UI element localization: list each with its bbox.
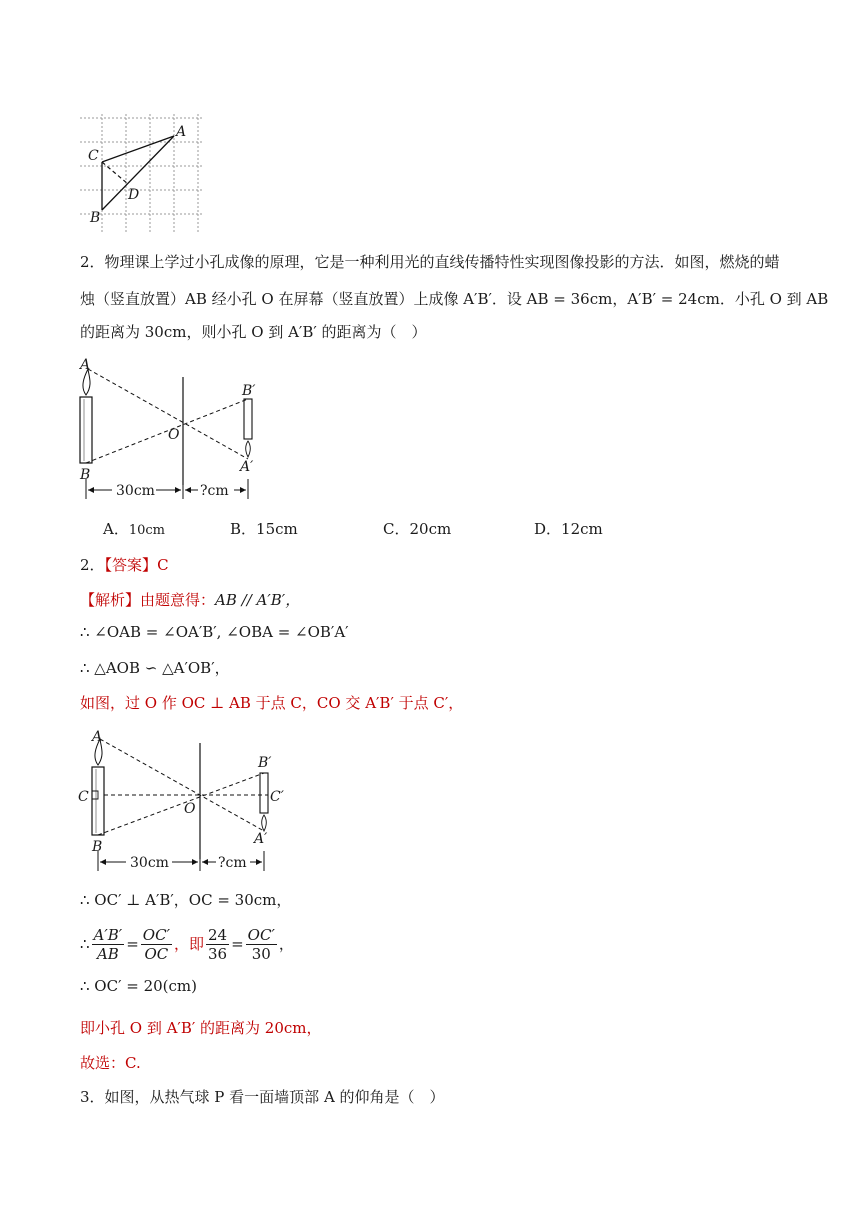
fig1-dim-right: ?cm <box>200 483 229 499</box>
option-d-value: 12cm <box>561 520 603 538</box>
fig1-label-b: B <box>80 467 91 483</box>
analysis-line-8: 即小孔 O 到 A′B′ 的距离为 20cm， <box>80 1019 322 1037</box>
q2-line3: 的距离为 30cm，则小孔 O 到 A′B′ 的距离为（ ） <box>80 323 427 341</box>
q2-line1: 2．物理课上学过小孔成像的原理，它是一种利用光的直线传播特性实现图像投影的方法．如图，燃烧的蜡 <box>80 253 780 271</box>
fig2-label-o: O <box>184 801 196 817</box>
analysis-parallel: AB // A′B′， <box>215 591 301 609</box>
frac2-num: OC′ <box>142 925 170 944</box>
equals-sign: = <box>126 935 139 953</box>
analysis-line-4: 如图，过 O 作 OC ⊥ AB 于点 C，CO 交 A′B′ 于点 C′， <box>80 694 464 712</box>
fig2-label-cp: C′ <box>270 789 284 805</box>
analysis-ie: ，即 <box>173 935 204 953</box>
fraction-ratio-3 <box>206 926 229 963</box>
fig2-dim-left: 30cm <box>130 855 169 871</box>
fraction-ratio-2 <box>141 926 172 963</box>
option-c-value: 20cm <box>409 520 452 538</box>
analysis-line-2: ∴ ∠OAB = ∠OA′B′, ∠OBA = ∠OB′A′ <box>80 623 349 641</box>
fraction-ratio-4 <box>246 926 277 963</box>
frac1-den: AB <box>96 944 119 963</box>
option-b[interactable] <box>230 519 298 539</box>
candle-figure-1 <box>76 355 276 505</box>
grid-label-a: A <box>176 124 187 140</box>
option-c-letter: C． <box>383 520 410 538</box>
option-a-value: 10cm <box>128 523 165 538</box>
fig1-dim-left: 30cm <box>116 483 155 499</box>
answer-label: 【答案】 <box>104 556 158 574</box>
fig2-label-a: A <box>92 729 103 745</box>
fig1-label-a: A <box>80 357 91 373</box>
fig2-label-ap: A′ <box>254 831 268 847</box>
analysis-comma: ， <box>278 935 294 953</box>
fraction-ratio-1 <box>92 926 125 963</box>
fig2-label-b: B <box>92 839 103 855</box>
equals-sign-2: = <box>231 935 244 953</box>
frac1-num: A′B′ <box>93 925 123 944</box>
answer-line <box>80 555 169 575</box>
option-a[interactable] <box>103 519 165 541</box>
analysis-line-6 <box>80 920 294 968</box>
q3-text: 3．如图，从热气球 P 看一面墙顶部 A 的仰角是（ ） <box>80 1088 445 1106</box>
analysis-line-7: ∴ OC′ = 20(cm) <box>80 977 198 995</box>
fig1-label-o: O <box>168 427 180 443</box>
analysis-line-5: ∴ OC′ ⊥ A′B′，OC = 30cm， <box>80 891 292 909</box>
analysis-label: 【解析】 <box>80 591 141 609</box>
fig1-label-bp: B′ <box>242 383 256 399</box>
fig2-label-bp: B′ <box>258 755 272 771</box>
option-b-letter: B． <box>230 520 257 538</box>
analysis-therefore: ∴ <box>80 935 90 953</box>
analysis-line-1 <box>80 590 300 610</box>
option-b-value: 15cm <box>256 520 298 538</box>
fig2-dim-right: ?cm <box>218 855 247 871</box>
fig2-label-c: C <box>78 789 89 805</box>
option-d-letter: D． <box>534 520 562 538</box>
answer-num: 2． <box>80 556 105 574</box>
grid-label-d: D <box>128 187 140 203</box>
candle-figure-2 <box>76 727 306 877</box>
grid-label-b: B <box>90 210 101 226</box>
frac4-num: OC′ <box>247 925 275 944</box>
fig1-label-ap: A′ <box>240 459 254 475</box>
analysis-line-3: ∴ △AOB ∽ △A′OB′， <box>80 659 230 677</box>
analysis-line-9: 故选：C. <box>80 1054 141 1072</box>
frac4-den: 30 <box>251 944 271 963</box>
answer-value: C <box>157 556 169 574</box>
option-c[interactable] <box>383 519 451 539</box>
frac3-den: 36 <box>208 944 228 963</box>
frac3-num: 24 <box>208 925 228 944</box>
analysis-intro: 由题意得： <box>140 591 216 609</box>
grid-figure <box>78 110 218 235</box>
q2-line2: 烛（竖直放置）AB 经小孔 O 在屏幕（竖直放置）上成像 A′B′．设 AB = 36cm，A′B′ = 24cm．小孔 O 到 AB <box>80 290 829 308</box>
grid-label-c: C <box>88 148 99 164</box>
option-d[interactable] <box>534 519 603 539</box>
option-a-letter: A． <box>103 520 129 538</box>
frac2-den: OC <box>144 944 169 963</box>
